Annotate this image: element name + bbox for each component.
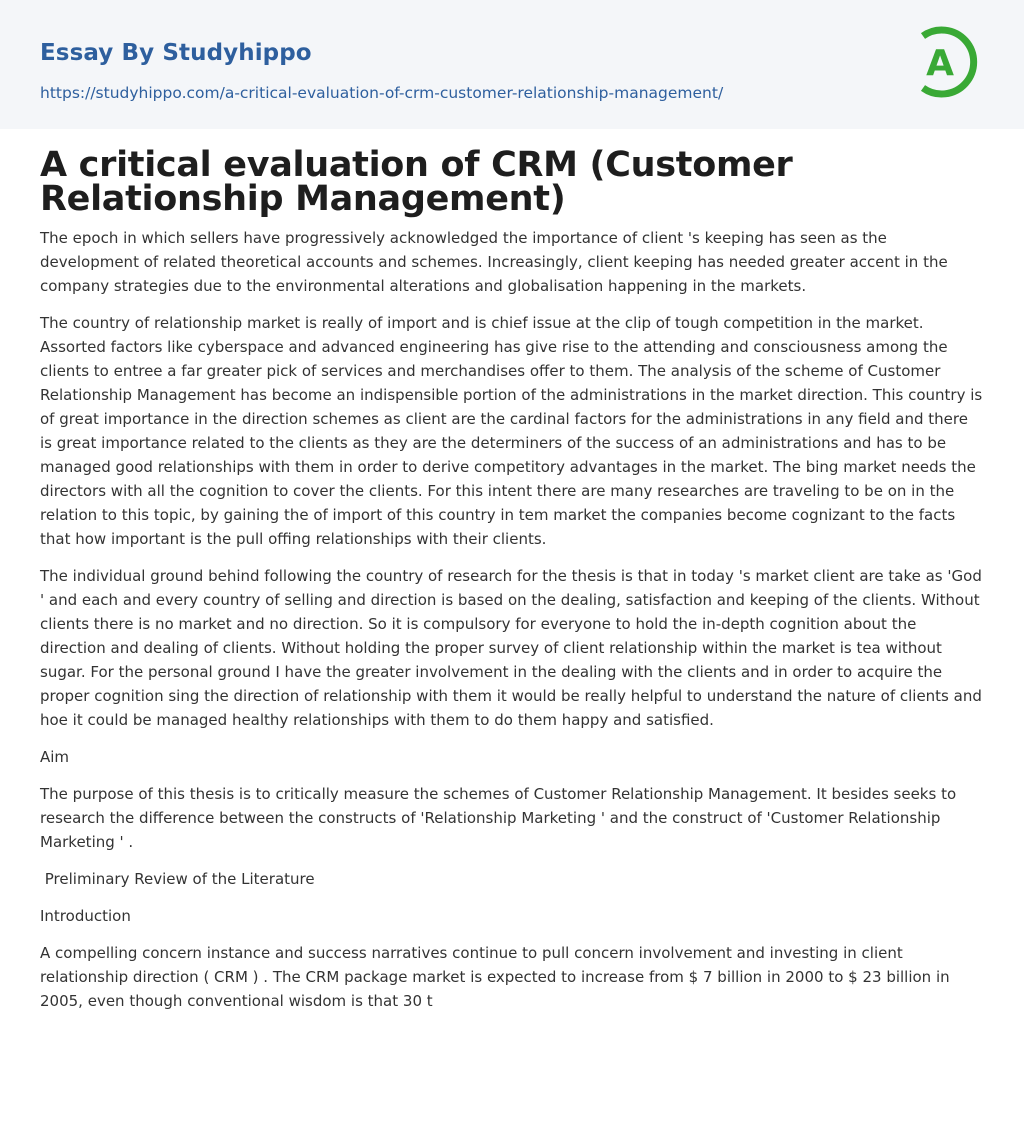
section-heading-literature: Preliminary Review of the Literature [40,870,315,888]
logo-letter: A [926,43,954,84]
article [40,145,984,1013]
paragraph-aim: The purpose of this thesis is to critically measure the schemes of Customer Relationship Management. It besides seeks to research the difference between the constructs of 'Relationship Marketing ' and the construct of 'Customer Relationship Marketing ' . [40,785,957,851]
section-heading-aim: Aim [40,748,70,766]
page-title: A critical evaluation of CRM (Customer Relationship Management) [40,145,793,219]
source-url-link[interactable]: https://studyhippo.com/a-critical-evaluation-of-crm-customer-relationship-management/ [40,84,724,102]
section-heading-introduction: Introduction [40,907,131,925]
paragraph-introduction: A compelling concern instance and success narratives continue to pull concern involvement and investing in client relationship direction ( CRM ) . The CRM package market is expected to increase from $ 7 billion in 2000 to $ 23 billion in 2005, even though conventional wisdom is that 30 t [40,944,950,1010]
studyhippo-logo-icon[interactable] [913,20,985,104]
site-header [0,0,1024,129]
paragraph-3: The individual ground behind following the country of research for the thesis is that in today 's market client are take as 'God ' and each and every country of selling and direction is based on the dealing, satisfaction and keeping of the clients. Without clients there is no market and no direction. So it is compulsory for everyone to hold the in-depth cognition about the direction and dealing of clients. Without holding the proper survey of client relationship within the market is tea without sugar. For the personal ground I have the greater involvement in the dealing with the clients and in order to acquire the proper cognition sing the direction of relationship with them it would be really helpful to understand the nature of clients and hoe it could be managed healthy relationships with them to do them happy and satisfied. [40,567,982,729]
paragraph-1: The epoch in which sellers have progressively acknowledged the importance of client 's keeping has seen as the development of related theoretical accounts and schemes. Increasingly, client keeping has needed greater accent in the company strategies due to the environmental alterations and globalisation happening in the markets. [40,229,948,295]
brand-title[interactable]: Essay By Studyhippo [40,40,312,66]
paragraph-2: The country of relationship market is really of import and is chief issue at the clip of tough competition in the market. Assorted factors like cyberspace and advanced engineering has give rise to the attending and consciousness among the clients to entree a far greater pick of services and merchandises offer to them. The analysis of the scheme of Customer Relationship Management has become an indispensible portion of the administrations in the market direction. This country is of great importance in the direction schemes as client are the cardinal factors for the administrations in any field and there is great importance related to the clients as they are the determiners of the success of an administrations and has to be managed good relationships with them in order to derive competitory advantages in the market. The bing market needs the directors with all the cognition to cover the clients. For this intent there are many researches are traveling to be on in the relation to this topic, by gaining the of import of this country in tem market the companies become cognizant to the facts that how important is the pull offing relationships with their clients. [40,314,983,548]
